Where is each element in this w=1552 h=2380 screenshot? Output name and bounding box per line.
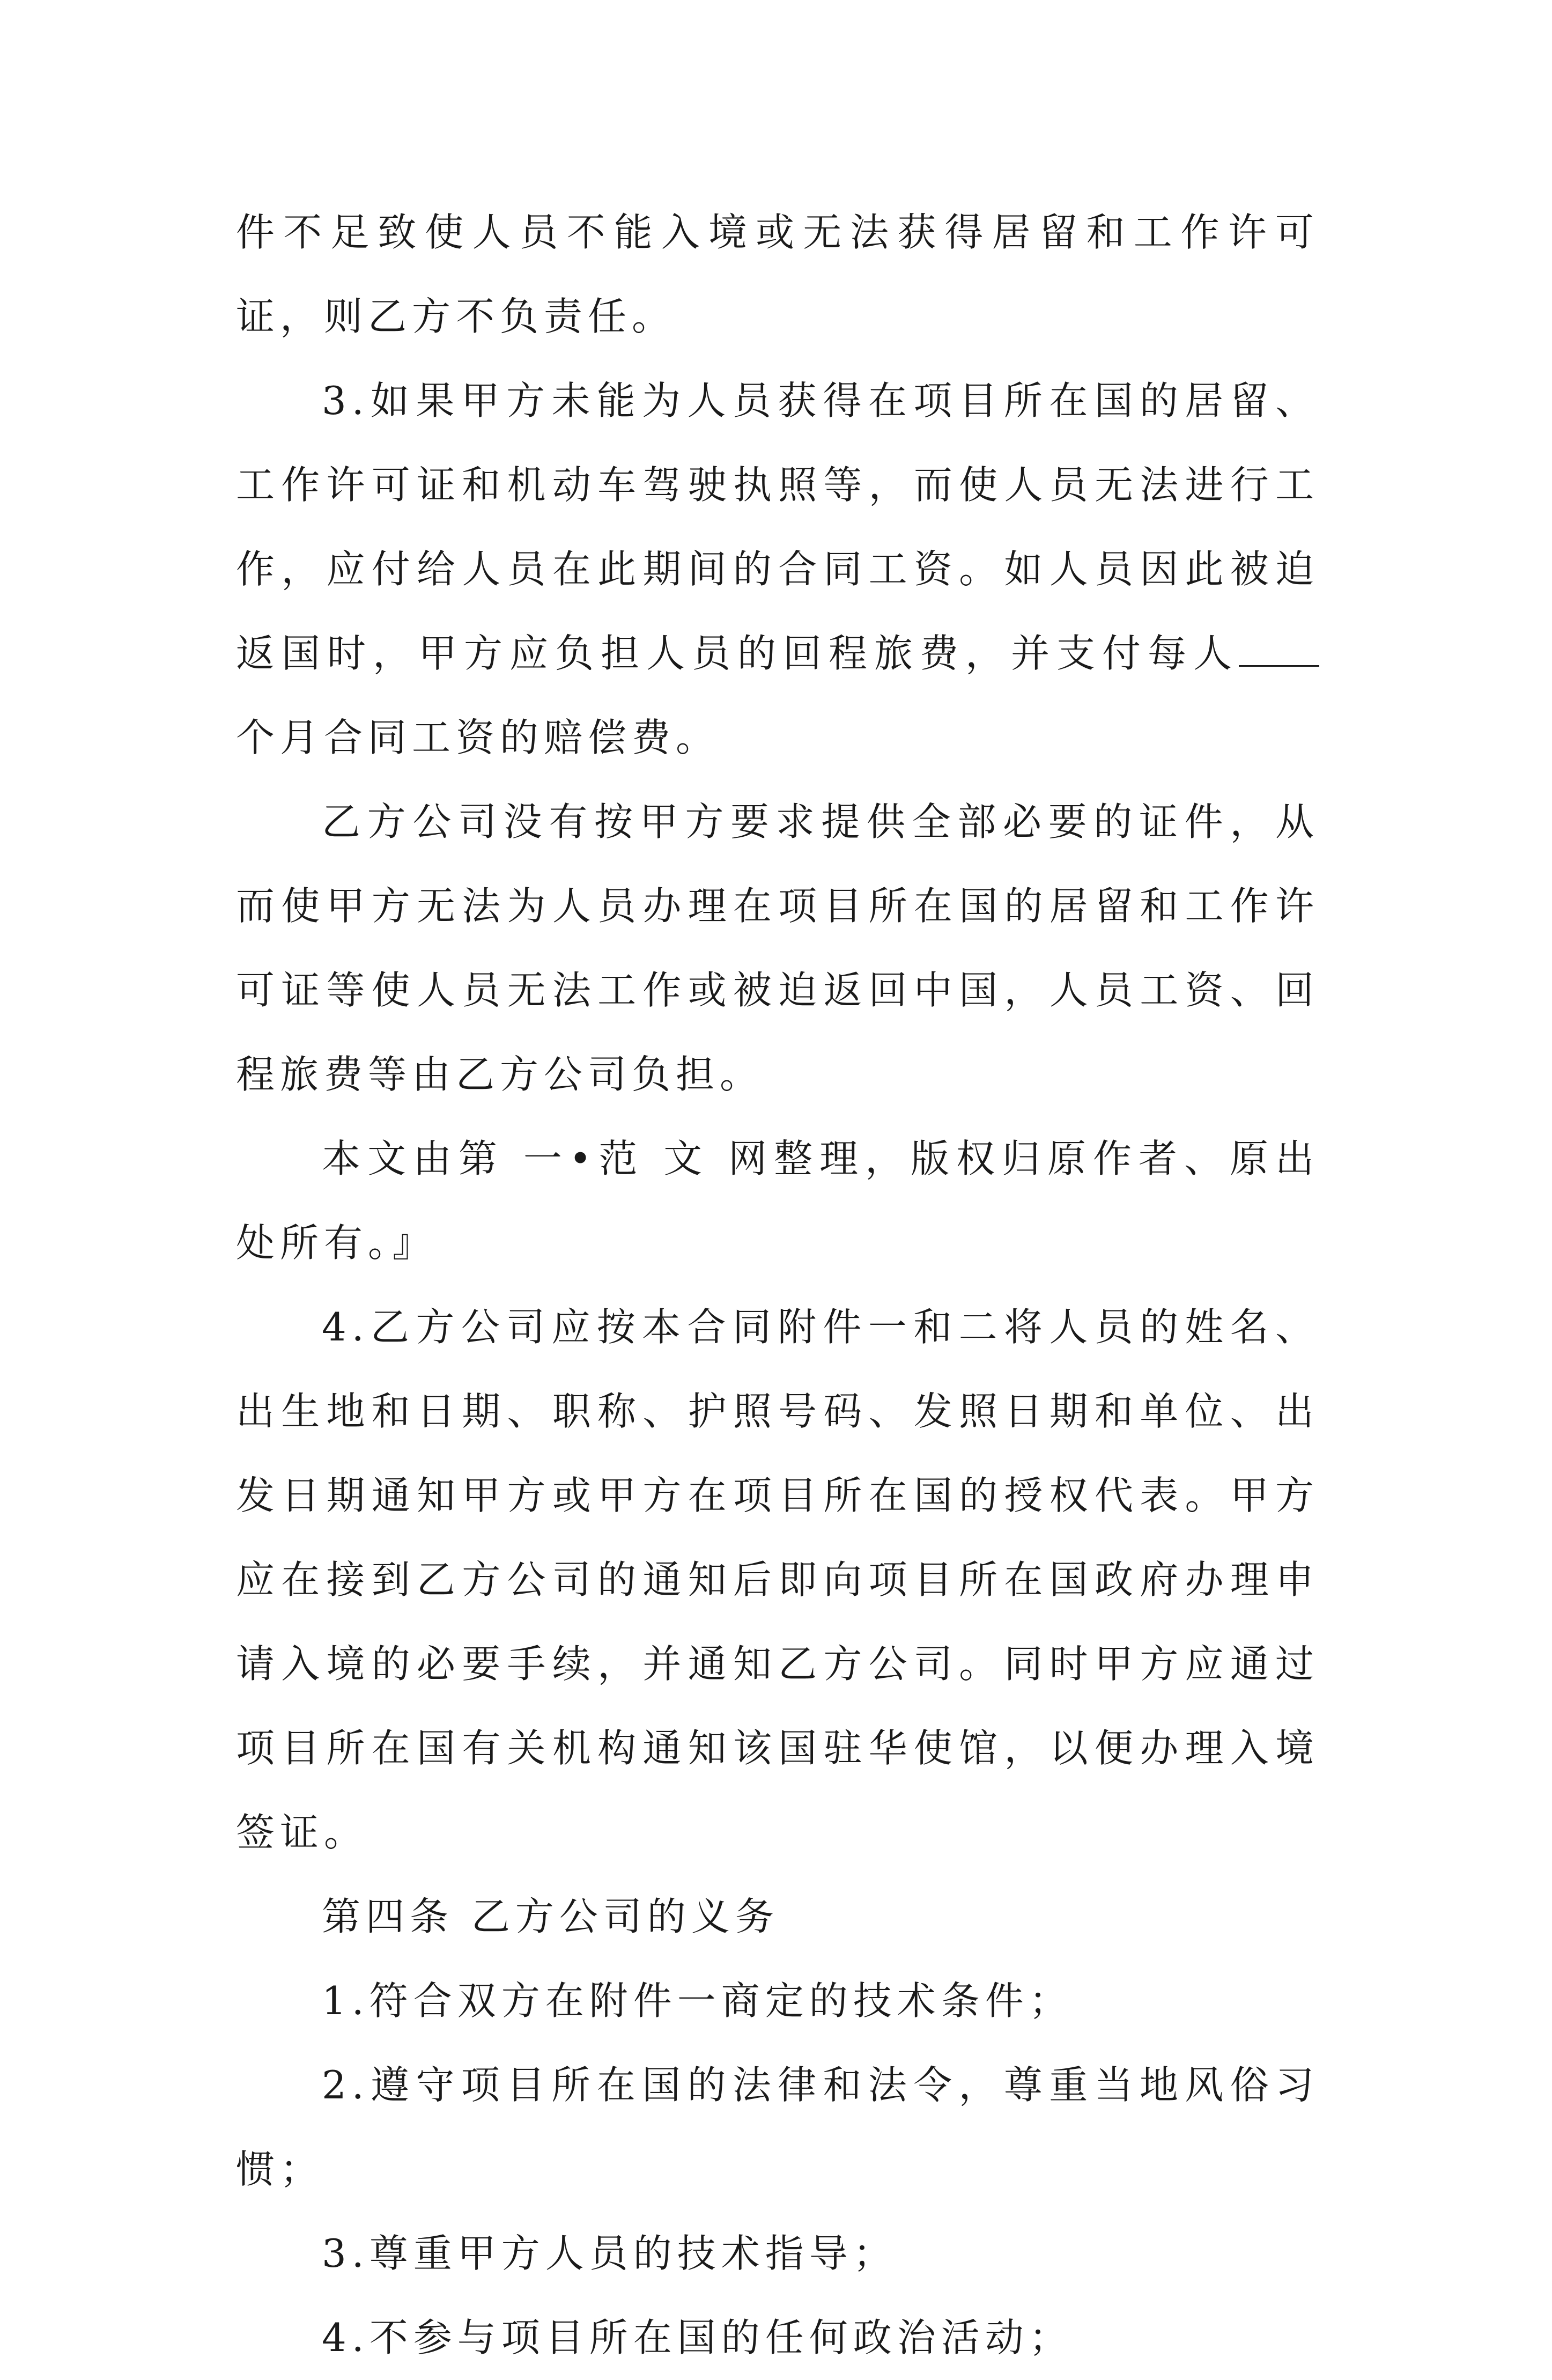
section-heading-article-4: 第四条 乙方公司的义务 (322, 1894, 779, 1939)
paragraph-clause-4: 4.乙方公司应按本合同附件一和二将人员的姓名、出生地和日期、职称、护照号码、发照日期和单位、出发日期通知甲方或甲方在项目所在国的授权代表。甲方应在接到乙方公司的通知后即向项目所在国政府办理申请入境的必要手续，并通知乙方公司。同时甲方应通过项目所在国有关机构通知该国驻华使馆，以便办理入境签证。 (236, 1305, 1319, 1855)
paragraph-party-b-responsibility: 乙方公司没有按甲方要求提供全部必要的证件，从而使甲方无法为人员办理在项目所在国的居留和工作许可证等使人员无法工作或被迫返回中国，人员工资、回程旅费等由乙方公司负担。 (236, 799, 1319, 1097)
list-item-4: 4.不参与项目所在国的任何政治活动； (322, 2315, 1073, 2360)
clause-3-text-after: 个月合同工资的赔偿费。 (236, 715, 720, 760)
paragraph-source-note: 本文由第 一•范 文 网整理，版权归原作者、原出处所有。』 (236, 1136, 1319, 1265)
fill-in-blank (1239, 633, 1319, 667)
paragraph-clause-3 (236, 359, 1319, 780)
paragraph-continuation: 件不足致使人员不能入境或无法获得居留和工作许可证，则乙方不负责任。 (236, 210, 1319, 339)
list-item-1: 1.符合双方在附件一商定的技术条件； (322, 1978, 1073, 2023)
list-item-3: 3.尊重甲方人员的技术指导； (322, 2231, 897, 2276)
clause-3-text-before: 3.如果甲方未能为人员获得在项目所在国的居留、工作许可证和机动车驾驶执照等，而使人员无法进行工作，应付给人员在此期间的合同工资。如人员因此被迫返国时，甲方应负担人员的回程旅费，并支付每人 (236, 378, 1319, 676)
document-body (236, 190, 1319, 2380)
list-item-2: 2.遵守项目所在国的法律和法令，尊重当地风俗习惯； (236, 2062, 1319, 2192)
